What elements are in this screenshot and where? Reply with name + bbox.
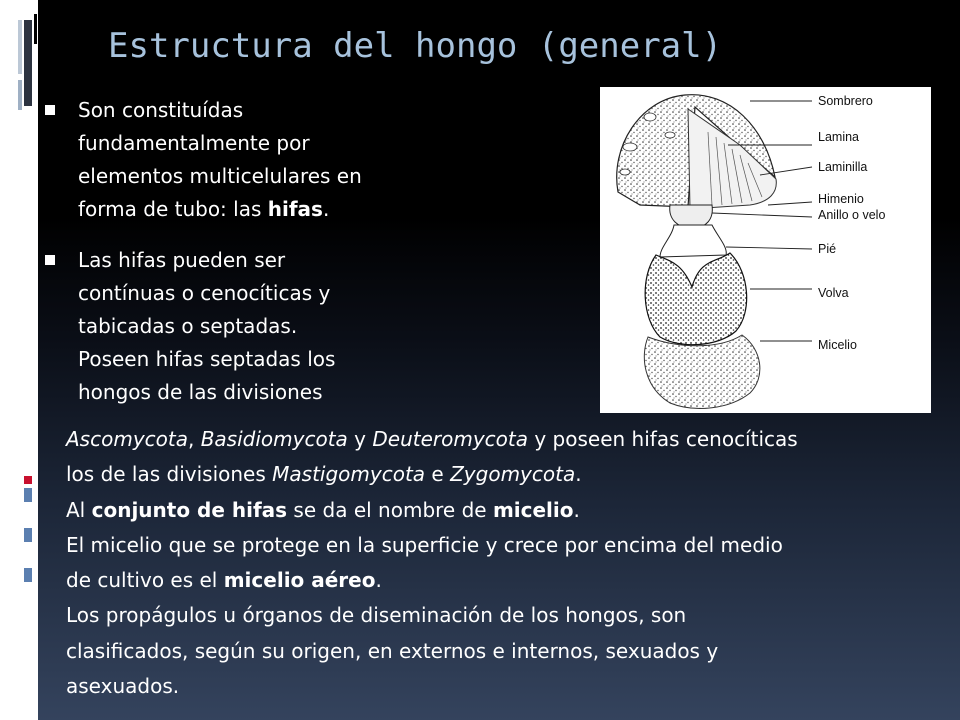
paragraph-text: se da el nombre de bbox=[287, 497, 493, 522]
bullet-1-line: fundamentalmente por bbox=[78, 131, 310, 155]
bold-term: micelio aéreo bbox=[223, 568, 376, 593]
paragraph-text: e bbox=[425, 462, 451, 487]
stem-shape bbox=[660, 225, 726, 257]
paragraph-text: y bbox=[347, 427, 373, 451]
decorative-bar bbox=[18, 80, 22, 110]
bullet-2-line: tabicadas o septadas. bbox=[78, 314, 298, 338]
bullet-2 bbox=[78, 244, 438, 409]
bullet-2-line: Poseen hifas septadas los bbox=[78, 347, 336, 371]
bullet-1-bold-term: hifas bbox=[267, 197, 323, 221]
volva-shape bbox=[645, 253, 747, 345]
paragraph-line bbox=[66, 493, 946, 528]
taxon-name: Mastigomycota bbox=[272, 462, 426, 487]
taxon-name: Deuteromycota bbox=[372, 427, 528, 451]
decorative-bar bbox=[24, 476, 32, 484]
taxon-name: Zygomycota bbox=[450, 462, 576, 487]
bullet-2-line: contínuas o cenocíticas y bbox=[78, 281, 331, 305]
bullet-1-line: Son constituídas bbox=[78, 98, 244, 122]
paragraph-text: y poseen hifas cenocíticas bbox=[528, 427, 798, 451]
bullet-1-text: forma de tubo: las bbox=[78, 197, 268, 221]
paragraph-text: de cultivo es el bbox=[66, 568, 224, 593]
bullet-1-line: elementos multicelulares en bbox=[78, 164, 362, 188]
decorative-bar bbox=[18, 20, 22, 74]
paragraph-line bbox=[66, 457, 946, 492]
bullet-1-line bbox=[78, 193, 438, 226]
bold-term: conjunto de hifas bbox=[91, 497, 288, 522]
paragraph-line bbox=[66, 563, 946, 598]
ring-shape bbox=[670, 205, 713, 227]
paragraph-text: . bbox=[575, 462, 582, 487]
decorative-bar bbox=[24, 568, 32, 582]
diagram-label: Pié bbox=[818, 242, 837, 256]
diagram-label: Anillo o velo bbox=[818, 208, 886, 222]
paragraph-text: Al bbox=[66, 497, 92, 522]
diagram-label: Micelio bbox=[818, 338, 857, 352]
body-paragraph bbox=[66, 422, 946, 704]
decorative-bar bbox=[24, 488, 32, 502]
bullet-marker bbox=[45, 255, 55, 265]
diagram-label: Sombrero bbox=[818, 94, 873, 108]
paragraph-text: los de las divisiones bbox=[66, 462, 273, 487]
paragraph-line: asexuados. bbox=[66, 674, 180, 699]
bullet-2-line: Las hifas pueden ser bbox=[78, 248, 286, 272]
bullet-marker bbox=[45, 105, 55, 115]
bullet-2-line: hongos de las divisiones bbox=[78, 380, 323, 404]
paragraph-line: Los propágulos u órganos de diseminación de los hongos, son bbox=[66, 603, 687, 628]
mushroom-illustration bbox=[600, 87, 931, 413]
decorative-bar bbox=[24, 528, 32, 542]
decorative-bar bbox=[34, 14, 37, 44]
paragraph-line: El micelio que se protege en la superficie y crece por encima del medio bbox=[66, 532, 783, 557]
paragraph-text: . bbox=[573, 497, 580, 522]
bullet-1 bbox=[78, 94, 438, 226]
mushroom-diagram bbox=[600, 87, 931, 413]
paragraph-line bbox=[66, 422, 946, 457]
paragraph-line: clasificados, según su origen, en externos e internos, sexuados y bbox=[66, 638, 719, 663]
decorative-bar bbox=[24, 20, 32, 106]
paragraph-text: , bbox=[187, 427, 201, 451]
mycelium-shape bbox=[644, 335, 760, 408]
diagram-label: Laminilla bbox=[818, 160, 868, 174]
taxon-name: Ascomycota bbox=[66, 427, 188, 451]
slide-title: Estructura del hongo (general) bbox=[108, 26, 723, 66]
taxon-name: Basidiomycota bbox=[200, 427, 348, 451]
diagram-label: Lamina bbox=[818, 130, 859, 144]
diagram-label: Volva bbox=[818, 286, 849, 300]
paragraph-text: . bbox=[375, 568, 382, 593]
bullet-1-text: . bbox=[322, 197, 330, 221]
bold-term: micelio bbox=[492, 497, 574, 522]
diagram-label: Himenio bbox=[818, 192, 864, 206]
